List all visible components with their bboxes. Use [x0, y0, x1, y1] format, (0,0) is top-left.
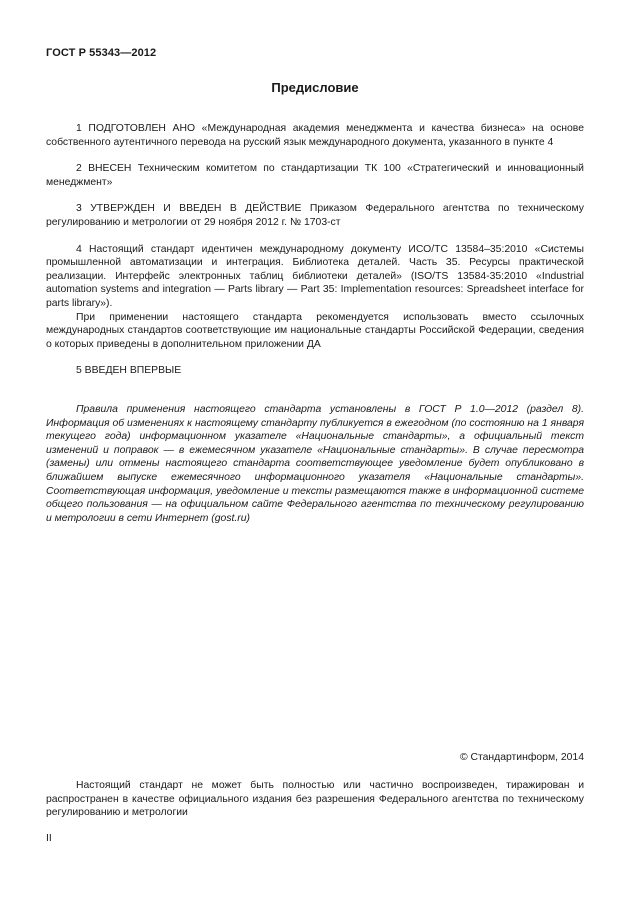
paragraph-approved: 3 УТВЕРЖДЕН И ВВЕДЕН В ДЕЙСТВИЕ Приказом Федерального агентства по техническому регулированию и метрологии от 29 ноября 2012 г. № 1703-ст	[46, 203, 584, 228]
paragraph-introduced: 2 ВНЕСЕН Техническим комитетом по стандартизации ТК 100 «Стратегический и инновационный менеджмент»	[46, 163, 584, 188]
reproduction-notice: Настоящий стандарт не может быть полностью или частично воспроизведен, тиражирован и распространен в качестве официального издания без разрешения Федерального агентства по техническому регулированию и метрологии	[46, 780, 584, 819]
paragraph-prepared: 1 ПОДГОТОВЛЕН АНО «Международная академия менеджмента и качества бизнеса» на основе собственного аутентичного перевода на русский язык международного документа, указанного в пункте 4	[46, 123, 584, 148]
paragraph-identical: 4 Настоящий стандарт идентичен международному документу ИСО/ТС 13584–35:2010 «Системы промышленной автоматизации и интеграция. Библиотека деталей. Часть 35. Ресурсы практической реализации. Интерфейс электронных таблиц библиотеки деталей» (ISO/TS 13584-35:2010 «Industrial automation systems and integration — Parts library — Part 35: Implementation resources: Spreadsheet interface for parts library»).	[46, 243, 584, 309]
paragraph-first-introduced: 5 ВВЕДЕН ВПЕРВЫЕ	[76, 365, 182, 377]
standard-code: ГОСТ Р 55343—2012	[46, 47, 157, 59]
application-rules-notice: Правила применения настоящего стандарта установлены в ГОСТ Р 1.0—2012 (раздел 8). Информация об изменениях к настоящему стандарту публикуется в ежегодном (по состоянию на 1 января текущего года) информационном указателе «Национальные стандарты», а официальный текст изменений и поправок — в ежемесячном указателе «Национальные стандарты». В случае пересмотра (замены) или отмены настоящего стандарта соответствующее уведомление будет опубликовано в ближайшем выпуске ежемесячного информационного указателя «Национальные стандарты». Соответствующая информация, уведомление и тексты размещаются также в информационной системе общего пользования — на официальном сайте Федерального агентства по техническому регулированию и метрологии в сети Интернет (gost.ru)	[46, 404, 584, 524]
page-title: Предисловие	[271, 80, 359, 95]
page-number: II	[46, 833, 52, 844]
copyright: © Стандартинформ, 2014	[459, 752, 584, 763]
paragraph-references: При применении настоящего стандарта рекомендуется использовать вместо ссылочных международных стандартов соответствующие им национальные стандарты Российской Федерации, сведения о которых приведены в дополнительном приложении ДА	[46, 311, 584, 350]
foreword-body	[46, 122, 584, 378]
